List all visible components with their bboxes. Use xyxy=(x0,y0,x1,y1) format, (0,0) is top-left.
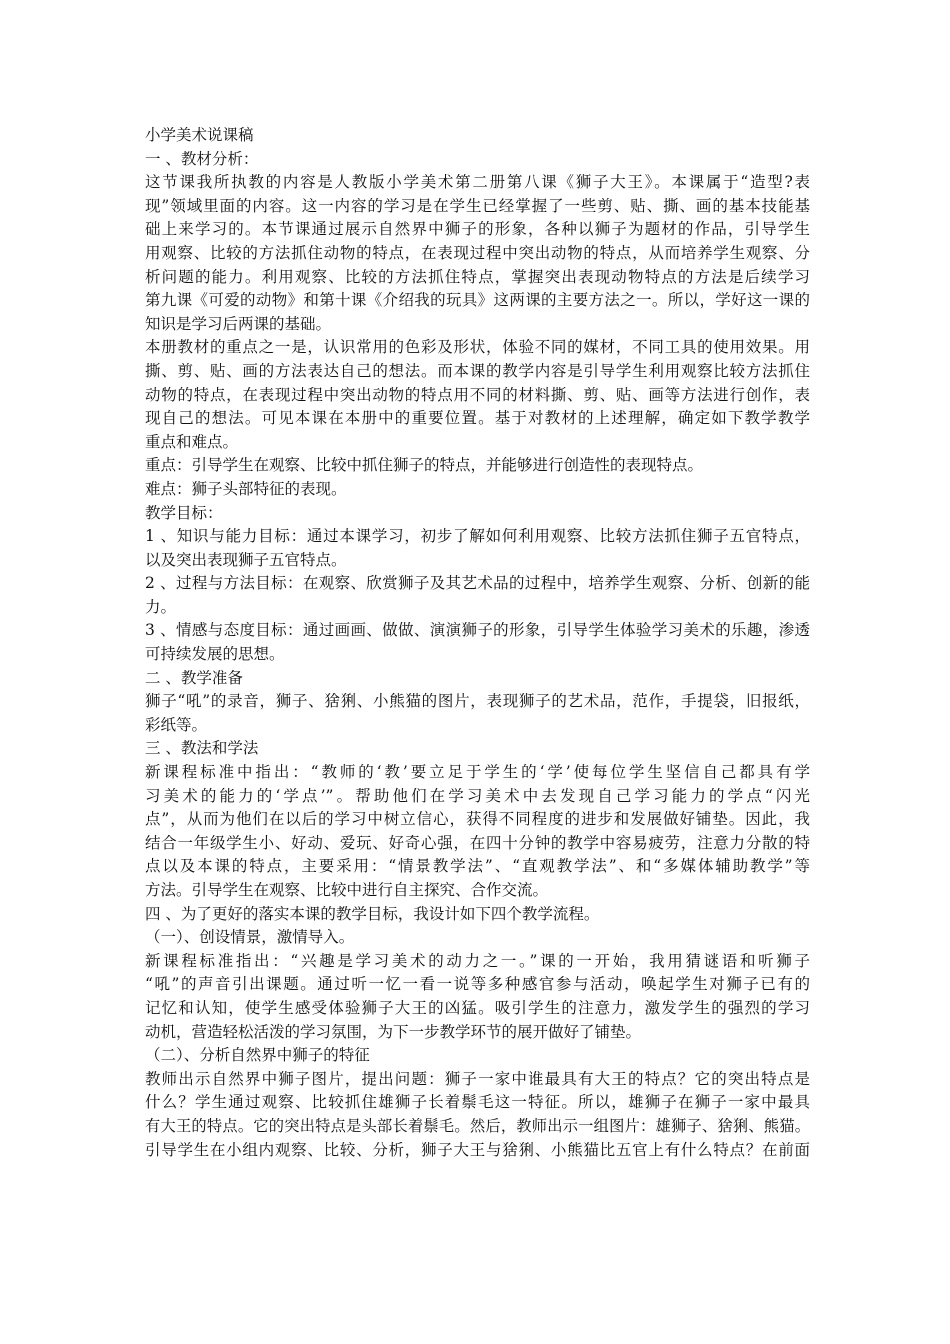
text-line: 彩纸等。 xyxy=(145,715,208,734)
section-heading: 教学目标： xyxy=(145,503,223,522)
text-line: 第九课《可爱的动物》和第十课《介绍我的玩具》这两课的主要方法之一。所以，学好这一课的 xyxy=(145,291,810,310)
section-heading: 四 、为了更好的落实本课的教学目标，我设计如下四个教学流程。 xyxy=(145,904,600,923)
section-heading: 二 、教学准备 xyxy=(145,668,243,687)
text-line: 点以及本课的特点，主要采用：“情景教学法”、“直观教学法”、和“多媒体辅助教学”等 xyxy=(145,857,810,876)
text-line: 教师出示自然界中狮子图片，提出问题：狮子一家中谁最具有大王的特点？它的突出特点是 xyxy=(145,1069,810,1088)
text-line: 动物的特点，在表现过程中突出动物的特点用不同的材料撕、剪、贴、画等方法进行创作，表 xyxy=(145,385,810,404)
text-line: 习美术的能力的‘学点’”。帮助他们在学习美术中去发现自己学习能力的学点“闪光 xyxy=(145,786,810,805)
section-heading: 三 、教法和学法 xyxy=(145,739,259,758)
text-line: 析问题的能力。利用观察、比较的方法抓住特点，掌握突出表现动物特点的方法是后续学习 xyxy=(145,267,810,286)
text-line: 什么？学生通过观察、比较抓住雄狮子长着鬃毛这一特征。所以，雄狮子在狮子一家中最具 xyxy=(145,1093,810,1112)
document-title: 小学美术说课稿 xyxy=(145,126,254,144)
text-line: 动机，营造轻松活泼的学习氛围，为下一步教学环节的展开做好了铺垫。 xyxy=(145,1022,642,1041)
text-line: 3 、情感与态度目标：通过画画、做做、演演狮子的形象，引导学生体验学习美术的乐趣，渗透 xyxy=(145,621,810,640)
text-line: 用观察、比较的方法抓住动物的特点，在表现过程中突出动物的特点，从而培养学生观察、分 xyxy=(145,243,810,262)
text-line: 重点：引导学生在观察、比较中抓住狮子的特点，并能够进行创造性的表现特点。 xyxy=(145,456,704,475)
text-line: 狮子“吼”的录音，狮子、猞猁、小熊猫的图片，表现狮子的艺术品，范作，手提袋，旧报纸， xyxy=(145,692,810,711)
text-line: 本册教材的重点之一是，认识常用的色彩及形状，体验不同的媒材，不同工具的使用效果。用 xyxy=(145,338,810,357)
text-line: 新课程标准中指出：“教师的‘教’要立足于学生的‘学’使每位学生坚信自己都具有学 xyxy=(145,763,810,782)
text-line: 可持续发展的思想。 xyxy=(145,645,285,664)
text-line: 撕、剪、贴、画的方法表达自己的想法。而本课的教学内容是引导学生利用观察比较方法抓住 xyxy=(145,361,810,380)
text-line: 知识是学习后两课的基础。 xyxy=(145,314,332,333)
text-line: 现自己的想法。可见本课在本册中的重要位置。基于对教材的上述理解，确定如下教学教学 xyxy=(145,409,810,428)
text-line: 记忆和认知，使学生感受体验狮子大王的凶猛。吸引学生的注意力，激发学生的强烈的学习 xyxy=(145,998,810,1017)
text-line: 这节课我所执教的内容是人教版小学美术第二册第八课《狮子大王》。本课属于“造型?表 xyxy=(145,173,810,192)
document-body xyxy=(145,124,810,1162)
text-line: 2 、过程与方法目标：在观察、欣赏狮子及其艺术品的过程中，培养学生观察、分析、创新的能 xyxy=(145,574,810,593)
text-line: “吼”的声音引出课题。通过听一忆一看一说等多种感官参与活动，唤起学生对狮子已有的 xyxy=(145,975,810,994)
subsection-heading: （一）、创设情景，激情导入。 xyxy=(145,928,355,947)
text-line: 础上来学习的。本节课通过展示自然界中狮子的形象，各种以狮子为题材的作品，引导学生 xyxy=(145,220,810,239)
text-line: 难点：狮子头部特征的表现。 xyxy=(145,479,347,498)
text-line: 现”领域里面的内容。这一内容的学习是在学生已经掌握了一些剪、贴、撕、画的基本技能基 xyxy=(145,196,810,215)
subsection-heading: （二）、分析自然界中狮子的特征 xyxy=(145,1046,370,1065)
text-line: 引导学生在小组内观察、比较、分析，狮子大王与猞猁、小熊猫比五官上有什么特点？在前面 xyxy=(145,1140,810,1159)
text-line: 以及突出表现狮子五官特点。 xyxy=(145,550,347,569)
text-line: 新课程标准指出：“兴趣是学习美术的动力之一。”课的一开始，我用猜谜语和听狮子 xyxy=(145,951,810,970)
text-line: 有大王的特点。它的突出特点是头部长着鬃毛。然后，教师出示一组图片：雄狮子、猞猁、熊猫。 xyxy=(145,1116,810,1135)
text-line: 1 、知识与能力目标：通过本课学习，初步了解如何利用观察、比较方法抓住狮子五官特点， xyxy=(145,527,810,546)
text-line: 点”，从而为他们在以后的学习中树立信心，获得不同程度的进步和发展做好铺垫。因此，我 xyxy=(145,810,810,829)
text-line: 重点和难点。 xyxy=(145,432,239,451)
section-heading: 一 、教材分析： xyxy=(145,149,259,168)
text-line: 力。 xyxy=(145,597,177,616)
text-line: 结合一年级学生小、好动、爱玩、好奇心强，在四十分钟的教学中容易疲劳，注意力分散的特 xyxy=(145,833,810,852)
text-line: 方法。引导学生在观察、比较中进行自主探究、合作交流。 xyxy=(145,881,549,899)
